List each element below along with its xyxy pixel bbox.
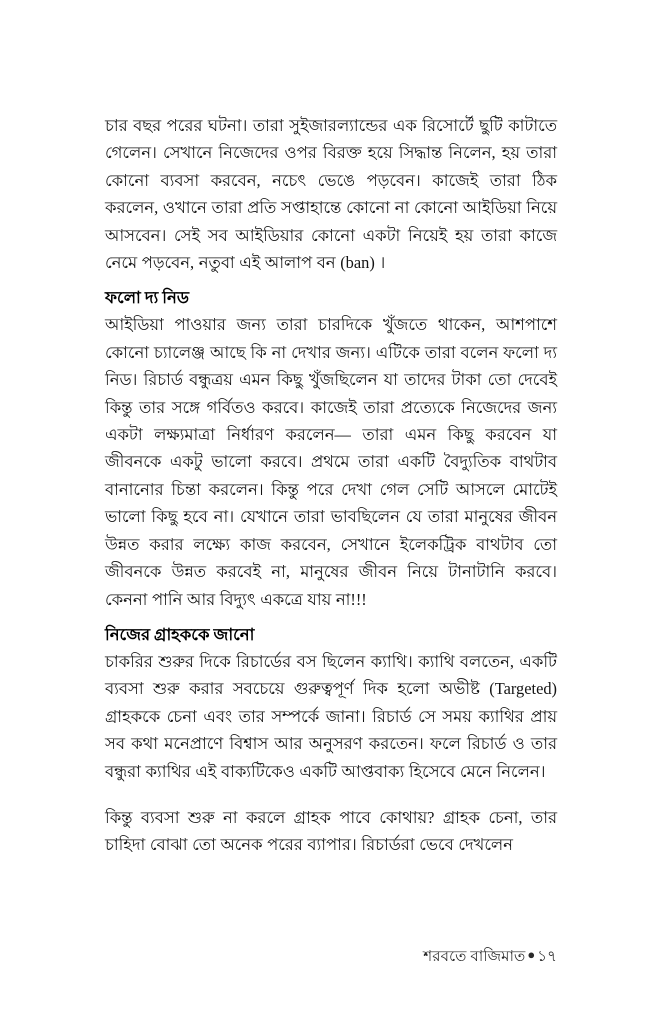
body-paragraph: চাকরির শুরুর দিকে রিচার্ডের বস ছিলেন ক্যাথি। ক্যাথি বলতেন, একটি ব্যবসা শুরু করার সবচেয়ে গুরুত্বপূর্ণ দিক হলো অভীষ্ট (Targeted) গ্রাহককে চেনা এবং তার সম্পর্কে জানা। রিচার্ড সে সময় ক্যাথির প্রায় সব কথা মনেপ্রাণে বিশ্বাস আর অনুসরণ করতেন। ফলে রিচার্ড ও তার বন্ধুরা ক্যাথির এই বাক্যটিকেও একটি আপ্তবাক্য হিসেবে মেনে নিলেন। <box>105 651 557 781</box>
body-paragraph: কিন্তু ব্যবসা শুরু না করলে গ্রাহক পাবে কোথায়? গ্রাহক চেনা, তার চাহিদা বোঝা তো অনেক পরের ব্যাপার। রিচার্ডরা ভেবে দেখলেন <box>105 807 557 855</box>
body-paragraph: চার বছর পরের ঘটনা। তারা সুইজারল্যান্ডের এক রিসোর্টে ছুটি কাটাতে গেলেন। সেখানে নিজেদের ওপর বিরক্ত হয়ে সিদ্ধান্ত নিলেন, হয় তারা কোনো ব্যবসা করবেন, নচেৎ ভেঙে পড়বেন। কাজেই তারা ঠিক করলেন, ওখানে তারা প্রতি সপ্তাহান্তে কোনো না কোনো আইডিয়া নিয়ে আসবেন। সেই সব আইডিয়ার কোনো একটা নিয়েই হয় তারা কাজে নেমে পড়বেন, নতুবা এই আলাপ বন (ban) । <box>105 116 557 273</box>
footer-separator-dot: ● <box>527 947 536 962</box>
footer-book-title: শরবতে বাজিমাত <box>423 948 526 965</box>
body-paragraph: আইডিয়া পাওয়ার জন্য তারা চারদিকে খুঁজতে থাকেন, আশপাশে কোনো চ্যালেঞ্জ আছে কি না দেখার জন্য। এটিকে তারা বলেন ফলো দ্য নিড। রিচার্ড বন্ধুত্রয় এমন কিছু খুঁজছিলেন যা তাদের টাকা তো দেবেই কিন্তু তার সঙ্গে গর্বিতও করবে। কাজেই তারা প্রত্যেকে নিজেদের জন্য একটা লক্ষ্যমাত্রা নির্ধারণ করলেন— তারা এমন কিছু করবেন যা জীবনকে একটু ভালো করবে। প্রথমে তারা একটি বৈদ্যুতিক বাথটাব বানানোর চিন্তা করলেন। কিন্তু পরে দেখা গেল সেটি আসলে মোটেই ভালো কিছু হবে না। যেখানে তারা ভাবছিলেন যে তারা মানুষের জীবন উন্নত করার লক্ষ্যে কাজ করবেন, সেখানে ইলেকট্রিক বাথটাব তো জীবনকে উন্নত করবেই না, মানুষের জীবন নিয়ে টানাটানি করবে। কেননা পানি আর বিদ্যুৎ একত্রে যায় না!!! <box>105 315 557 609</box>
footer-page-number: ১৭ <box>537 948 557 965</box>
page-footer <box>105 944 557 968</box>
section-heading-follow-the-need: ফলো দ্য নিড <box>105 288 189 308</box>
text-column <box>105 112 557 859</box>
section-heading-know-your-customer: নিজের গ্রাহককে জানো <box>105 624 255 644</box>
